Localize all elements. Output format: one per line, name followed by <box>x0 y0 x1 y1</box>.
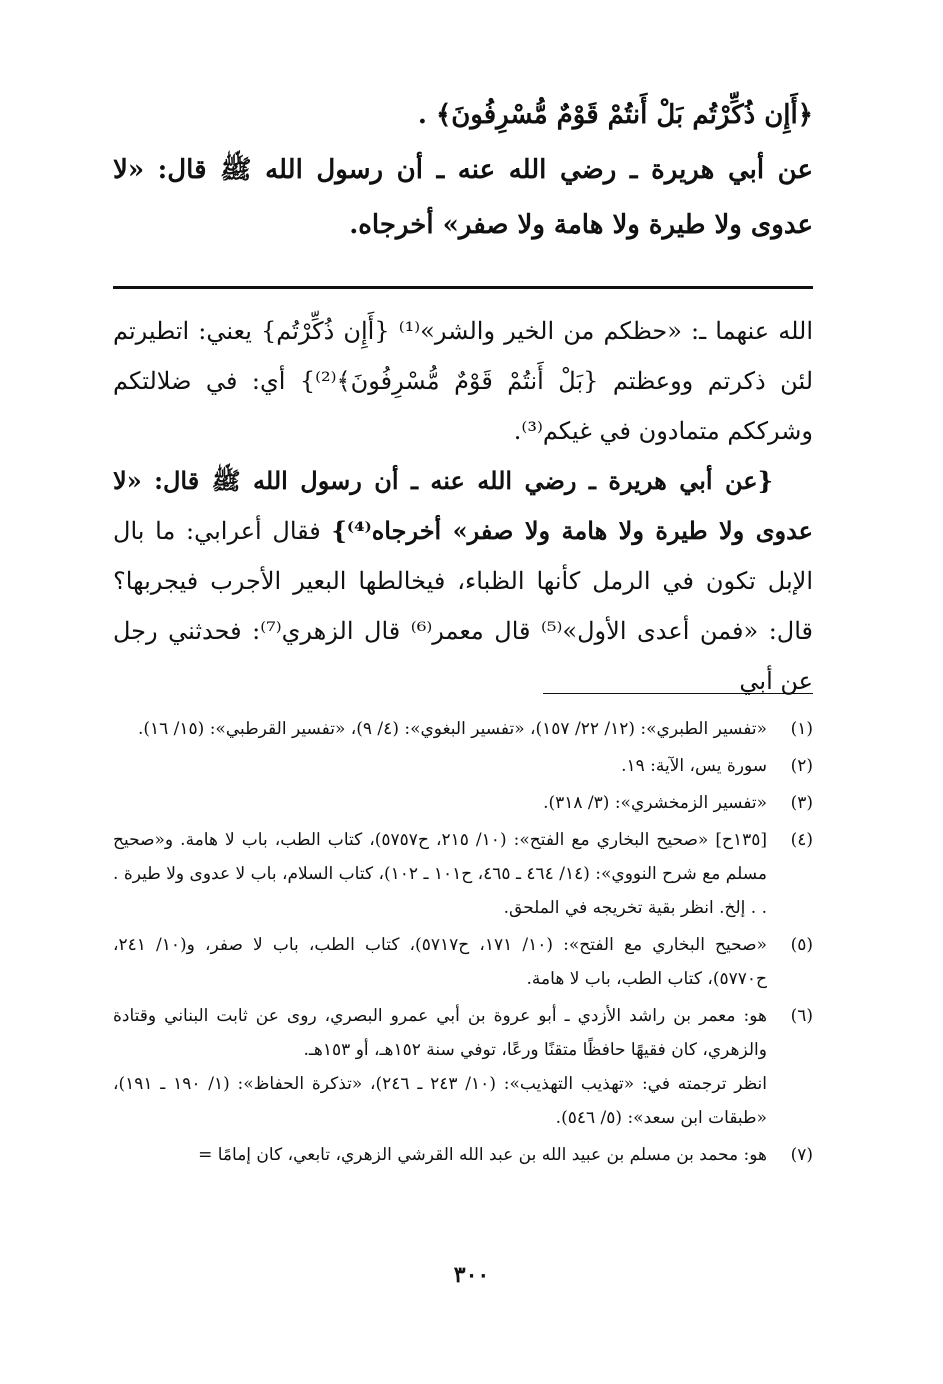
matn-text <box>113 88 813 253</box>
footnote-item <box>113 823 813 925</box>
footnote-text <box>113 823 767 925</box>
matn-hadith-part1: عن أبي هريرة ـ رضي الله عنه ـ أن رسول الله ﷺ قال: «لا عدوى <box>113 155 813 240</box>
commentary-paragraph-2 <box>113 456 813 706</box>
footnote-text <box>113 1138 767 1172</box>
commentary-paragraph-1: الله عنهما ـ: «حظكم من الخير والشر»⁽¹⁾ {أَإِن ذُكِّرْتُم} يعني: اتطيرتم لئن ذكرتم ووعظتم {بَلْ أَنتُمْ قَوْمٌ مُّسْرِفُونَ﴾⁽²⁾} أي: في ضلالتكم وشرككم متمادون في غيكم⁽³⁾. <box>113 317 814 445</box>
footnote-number: (١) <box>790 719 813 739</box>
commentary-text <box>113 306 813 706</box>
footnote-number: (٧) <box>790 1145 813 1165</box>
footnote-line: سورة يس، الآية: ١٩. <box>621 756 767 776</box>
footnote-number: (٤) <box>790 830 813 850</box>
footnote-line: [١٣٥ح] «صحيح البخاري مع الفتح»: (١٠/ ٢١٥، ح٥٧٥٧)، كتاب الطب، باب لا هامة. و«صحيح مسلم مع شرح النووي»: (١٤/ ٤٦٤ ـ ٤٦٥، ح١٠١ ـ ١٠٢)، كتاب السلام، باب لا عدوى ولا طيرة . . . إلخ. انظر بقية تخريجه في الملحق. <box>113 830 768 918</box>
quoted-hadith: {عن أبي هريرة ـ رضي الله عنه ـ أن رسول الله ﷺ قال: «لا عدوى ولا طيرة ولا هامة ولا صفر» أخرجاه⁽⁴⁾} <box>113 466 813 545</box>
footnote-line: «صحيح البخاري مع الفتح»: (١٠/ ١٧١، ح٥٧١٧)، كتاب الطب، باب لا صفر، و(١٠/ ٢٤١، ح٥٧٧٠)، كتاب الطب، باب لا هامة. <box>113 935 767 989</box>
footnote-text <box>113 712 767 746</box>
page-number: ٣٠٠ <box>453 1262 490 1288</box>
footnote-text <box>113 749 767 783</box>
footnote-line: هو: محمد بن مسلم بن عبيد الله بن عبد الله القرشي الزهري، تابعي، كان إمامًا = <box>198 1145 767 1165</box>
footnotes <box>113 712 813 1175</box>
footnote-number: (٣) <box>790 793 813 813</box>
footnote-separator <box>543 693 813 694</box>
footnote-text <box>113 999 767 1135</box>
matn-line-verse: ﴿أَإِن ذُكِّرْتُم بَلْ أَنتُمْ قَوْمٌ مُّسْرِفُونَ﴾ . <box>417 100 813 130</box>
footnote-line: «تفسير الطبري»: (١٢/ ٢٢/ ١٥٧)، «تفسير البغوي»: (٤/ ٩)، «تفسير القرطبي»: (١٥/ ١٦). <box>137 719 767 739</box>
footnote-number: (٦) <box>790 1006 813 1026</box>
footnote-item <box>113 1138 813 1172</box>
matn-line-hadith <box>113 143 813 253</box>
commentary-continuation: فقال أعرابي: ما بال الإبل تكون في الرمل كأنها الظباء، فيخالطها البعير الأجرب فيجربها؟ قال: «فمن أعدى الأول»⁽⁵⁾ قال معمر⁽⁶⁾ قال الزهري⁽⁷⁾: فحدثني رجل عن أبي <box>113 517 814 695</box>
footnote-number: (٢) <box>790 756 813 776</box>
footnote-item <box>113 999 813 1135</box>
footnote-item <box>113 712 813 746</box>
footnote-text <box>113 928 767 996</box>
matn-hadith-part2: ولا طيرة ولا هامة ولا صفر» أخرجاه. <box>349 210 742 240</box>
footnote-line: «تفسير الزمخشري»: (٣/ ٣١٨). <box>543 793 767 813</box>
footnote-number: (٥) <box>790 935 813 955</box>
footnote-item <box>113 786 813 820</box>
footnote-line: انظر ترجمته في: «تهذيب التهذيب»: (١٠/ ٢٤٣ ـ ٢٤٦)، «تذكرة الحفاظ»: (١/ ١٩٠ ـ ١٩١)، «طبقات ابن سعد»: (٥/ ٥٤٦). <box>113 1074 767 1128</box>
separator-rule <box>113 286 813 289</box>
footnote-item <box>113 928 813 996</box>
footnote-line: هو: معمر بن راشد الأزدي ـ أبو عروة بن أبي عمرو البصري، روى عن ثابت البناني وقتادة والزهري، كان فقيهًا حافظًا متقنًا ورعًا، توفي سنة ١٥٢هـ، أو ١٥٣هـ. <box>113 1006 767 1060</box>
footnote-text <box>113 786 767 820</box>
footnote-item <box>113 749 813 783</box>
